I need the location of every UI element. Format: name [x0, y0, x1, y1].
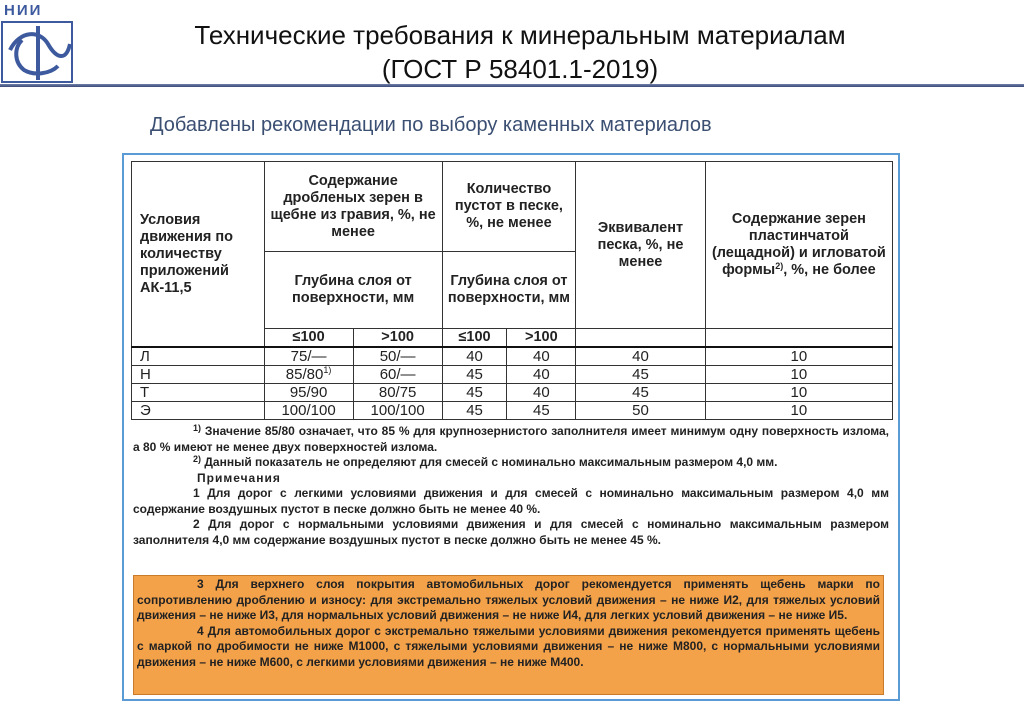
depth-gt100-2: >100: [507, 329, 576, 348]
row-value: 45: [442, 402, 507, 420]
row-value: 100/100: [353, 402, 442, 420]
col-header-flaky-tail: , %, не более: [783, 262, 876, 278]
table-notes: [133, 424, 889, 548]
requirements-table: [131, 161, 893, 420]
row-value: 80/75: [353, 384, 442, 402]
row-value: 45: [576, 384, 706, 402]
col-header-sand-equivalent: Эквивалент песка, %, не менее: [576, 162, 706, 329]
row-value: 40: [442, 347, 507, 366]
row-value: 50/—: [353, 347, 442, 366]
footnote-ref-1: 1): [323, 365, 332, 375]
note-2: 2 Для дорог с нормальными условиями движения и для смесей с номинально максимальным размером заполнителя 4,0 мм содержание воздушных пустот в песке должно быть не менее 45 %.: [133, 517, 889, 547]
table-row: [132, 366, 893, 384]
note-3: 3 Для верхнего слоя покрытия автомобильных дорог рекомендуется применять щебень марки по сопротивлению дроблению и износу: для экстремально тяжелых условий движения – не ниже И2, для тяжелых условий движения – не ниже И3, для нормальных условий движения – не ниже И4, для легких условий движения – не ниже И5.: [137, 577, 880, 622]
page-title: [110, 18, 930, 86]
row-value-text: 85/80: [285, 366, 324, 383]
row-value: 100/100: [264, 402, 353, 420]
footnote-ref-2: 2): [775, 261, 784, 271]
depth-le100-2: ≤100: [442, 329, 507, 348]
highlighted-recommendations: [133, 575, 884, 695]
empty-cell: [576, 329, 706, 348]
row-value: 40: [576, 347, 706, 366]
notes-heading: Примечания: [197, 470, 281, 485]
row-condition: Т: [132, 384, 265, 402]
empty-cell: [705, 329, 892, 348]
row-value: 45: [442, 384, 507, 402]
footnote-2-text: Данный показатель не определяют для смесей с номинально максимальным размером 4,0 мм.: [201, 455, 778, 469]
title-line-2: (ГОСТ Р 58401.1-2019): [381, 54, 659, 84]
col-header-crushed-grains: Содержание дробленых зерен в щебне из гравия, %, не менее: [264, 162, 442, 252]
note-4: 4 Для автомобильных дорог с экстремально тяжелыми условиями движения рекомендуется применять щебень с маркой по дробимости не ниже М1000, с тяжелыми условиями движения – не ниже М800, с нормальными условиями движения – не ниже М600, с легкими условиями движения – не ниже М400.: [137, 623, 880, 669]
row-value: 45: [507, 402, 576, 420]
footnote-1: [133, 424, 889, 455]
row-value: [264, 366, 353, 384]
table-row: [132, 347, 893, 366]
row-value: 95/90: [264, 384, 353, 402]
depth-le100-1: ≤100: [264, 329, 353, 348]
row-condition: Н: [132, 366, 265, 384]
col-header-conditions: Условия движения по количеству приложений АК-11,5: [132, 162, 265, 348]
title-line-1: Технические требования к минеральным материалам: [194, 20, 846, 50]
row-value: 60/—: [353, 366, 442, 384]
row-value: 10: [705, 366, 892, 384]
row-value: 40: [507, 366, 576, 384]
row-value: 45: [576, 366, 706, 384]
col-header-voids: Количество пустот в песке, %, не менее: [442, 162, 576, 252]
col-header-flaky-grains: [705, 162, 892, 329]
logo-emblem-icon: [0, 0, 74, 84]
col-header-flaky-text: Содержание зерен пластинчатой (лещадной) и игловатой формы: [711, 211, 886, 278]
page-subtitle: Добавлены рекомендации по выбору каменных материалов: [150, 114, 712, 136]
table-row: [132, 402, 893, 420]
footnote-mark-1: 1): [193, 423, 202, 433]
row-value: 50: [576, 402, 706, 420]
row-value: 40: [507, 384, 576, 402]
row-condition: Л: [132, 347, 265, 366]
row-value: 45: [442, 366, 507, 384]
depth-gt100-1: >100: [353, 329, 442, 348]
col-subheader-depth-1: Глубина слоя от поверхности, мм: [264, 252, 442, 329]
row-value: 75/—: [264, 347, 353, 366]
row-value: 10: [705, 384, 892, 402]
row-condition: Э: [132, 402, 265, 420]
row-value: 10: [705, 347, 892, 366]
note-1: 1 Для дорог с легкими условиями движения и для смесей с номинально максимальным размером 4,0 мм содержание воздушных пустот в песке должно быть не менее 40 %.: [133, 486, 889, 516]
col-subheader-depth-2: Глубина слоя от поверхности, мм: [442, 252, 576, 329]
footnote-mark-2: 2): [193, 454, 202, 464]
row-value: 10: [705, 402, 892, 420]
row-value: 40: [507, 347, 576, 366]
logo-text: НИИ: [4, 2, 43, 19]
footnote-2: [133, 455, 889, 471]
institute-logo: [0, 0, 74, 84]
footnote-1-text: Значение 85/80 означает, что 85 % для крупнозернистого заполнителя имеет минимум одну поверхность излома, а 80 % имеют не менее двух поверхностей излома.: [133, 424, 889, 454]
table-row: [132, 384, 893, 402]
